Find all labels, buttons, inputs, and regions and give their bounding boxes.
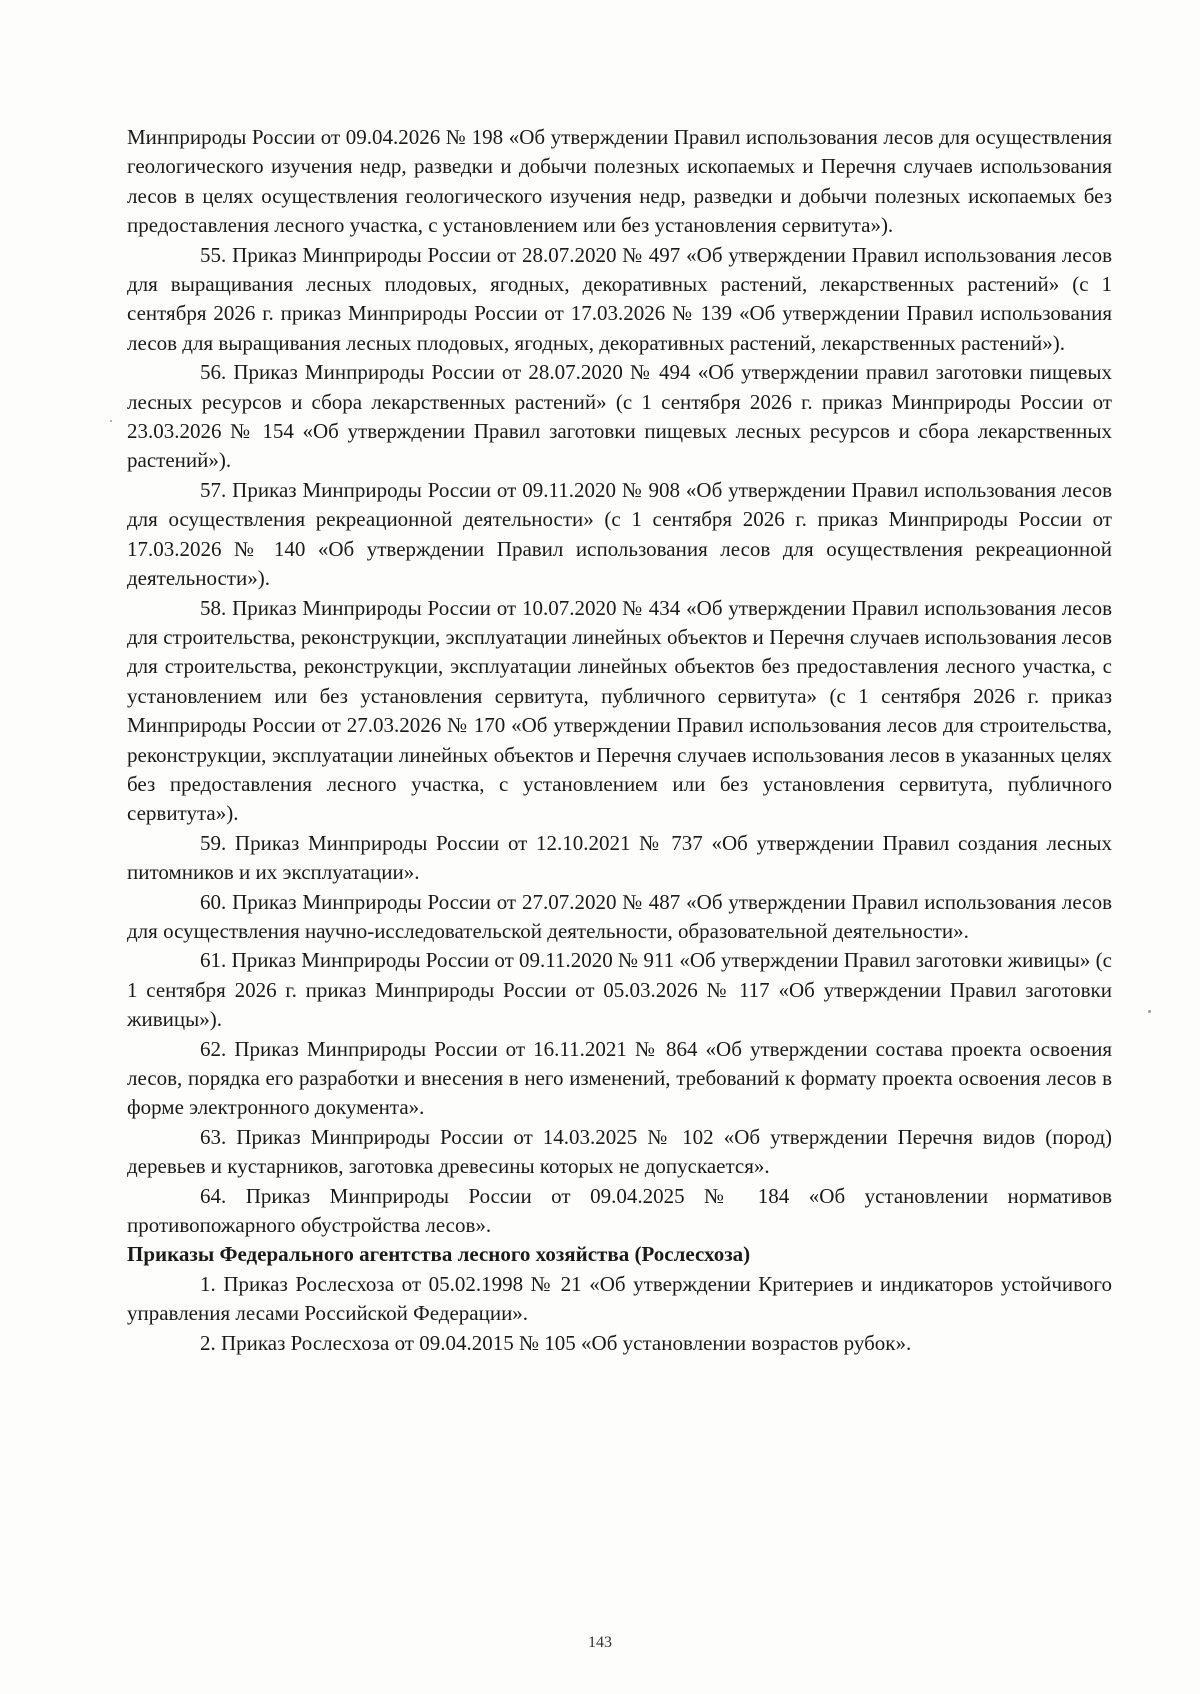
list-item: 57. Приказ Минприроды России от 09.11.2020 № 908 «Об утверждении Правил использования лесов для осуществления рекреационной деятельности» (с 1 сентября 2026 г. приказ Минприроды России от 17.03.2026 № 140 «Об утверждении Правил использования лесов для осуществления рекреационной деятельности»). bbox=[127, 477, 1112, 591]
page-number: 143 bbox=[588, 1634, 612, 1651]
list-item: 63. Приказ Минприроды России от 14.03.2025 № 102 «Об утверждении Перечня видов (пород) деревьев и кустарников, заготовка древесины которых не допускается». bbox=[127, 1124, 1112, 1179]
continuation-paragraph: Минприроды России от 09.04.2026 № 198 «Об утверждении Правил использования лесов для осуществления геологического изучения недр, разведки и добычи полезных ископаемых и Перечня случаев использования лесов в целях осуществления геологического изучения недр, разведки и добычи полезных ископаемых без предоставления лесного участка, с установлением или без установления сервитута»). bbox=[127, 125, 1112, 238]
scan-speck bbox=[110, 420, 112, 422]
list-item: 62. Приказ Минприроды России от 16.11.2021 № 864 «Об утверждении состава проекта освоения лесов, порядка его разработки и внесения в него изменений, требований к формату проекта освоения лесов в форме электронного документа». bbox=[127, 1036, 1112, 1120]
list-item: 55. Приказ Минприроды России от 28.07.2020 № 497 «Об утверждении Правил использования лесов для выращивания лесных плодовых, ягодных, декоративных растений, лекарственных растений» (с 1 сентября 2026 г. приказ Минприроды России от 17.03.2026 № 139 «Об утверждении Правил использования лесов для выращивания лесных плодовых, ягодных, декоративных растений, лекарственных растений»). bbox=[127, 242, 1112, 355]
list-item: 58. Приказ Минприроды России от 10.07.2020 № 434 «Об утверждении Правил использования лесов для строительства, реконструкции, эксплуатации линейных объектов и Перечня случаев использования лесов для строительства, реконструкции, эксплуатации линейных объектов без предоставления лесного участка, с установлением или без установления сервитута, публичного сервитута» (с 1 сентября 2026 г. приказ Минприроды России от 27.03.2026 № 170 «Об утверждении Правил использования лесов для строительства, реконструкции, эксплуатации линейных объектов и Перечня случаев использования лесов в указанных целях без предоставления лесного участка, с установлением или без установления сервитута, публичного сервитута»). bbox=[127, 595, 1112, 826]
section-list-item: 2. Приказ Рослесхоза от 09.04.2015 № 105 «Об установлении возрастов рубок». bbox=[200, 1330, 912, 1355]
list-item: 64. Приказ Минприроды России от 09.04.2025 № 184 «Об установлении нормативов противопожарного обустройства лесов». bbox=[127, 1183, 1112, 1238]
section-heading: Приказы Федерального агентства лесного хозяйства (Рослесхоза) bbox=[127, 1242, 751, 1267]
list-item: 56. Приказ Минприроды России от 28.07.2020 № 494 «Об утверждении правил заготовки пищевых лесных ресурсов и сбора лекарственных растений» (с 1 сентября 2026 г. приказ Минприроды России от 23.03.2026 № 154 «Об утверждении Правил заготовки пищевых лесных ресурсов и сбора лекарственных растений»). bbox=[127, 360, 1112, 473]
scan-speck bbox=[1148, 1010, 1151, 1013]
list-item: 61. Приказ Минприроды России от 09.11.2020 № 911 «Об утверждении Правил заготовки живицы» (с 1 сентября 2026 г. приказ Минприроды России от 05.03.2026 № 117 «Об утверждении Правил заготовки живицы»). bbox=[127, 948, 1112, 1032]
section-list-item: 1. Приказ Рослесхоза от 05.02.1998 № 21 «Об утверждении Критериев и индикаторов устойчивого управления лесами Российской Федерации». bbox=[127, 1271, 1112, 1326]
list-item: 59. Приказ Минприроды России от 12.10.2021 № 737 «Об утверждении Правил создания лесных питомников и их эксплуатации». bbox=[127, 830, 1112, 885]
list-item: 60. Приказ Минприроды России от 27.07.2020 № 487 «Об утверждении Правил использования лесов для осуществления научно-исследовательской деятельности, образовательной деятельности». bbox=[127, 889, 1112, 943]
document-body bbox=[127, 123, 1112, 1358]
